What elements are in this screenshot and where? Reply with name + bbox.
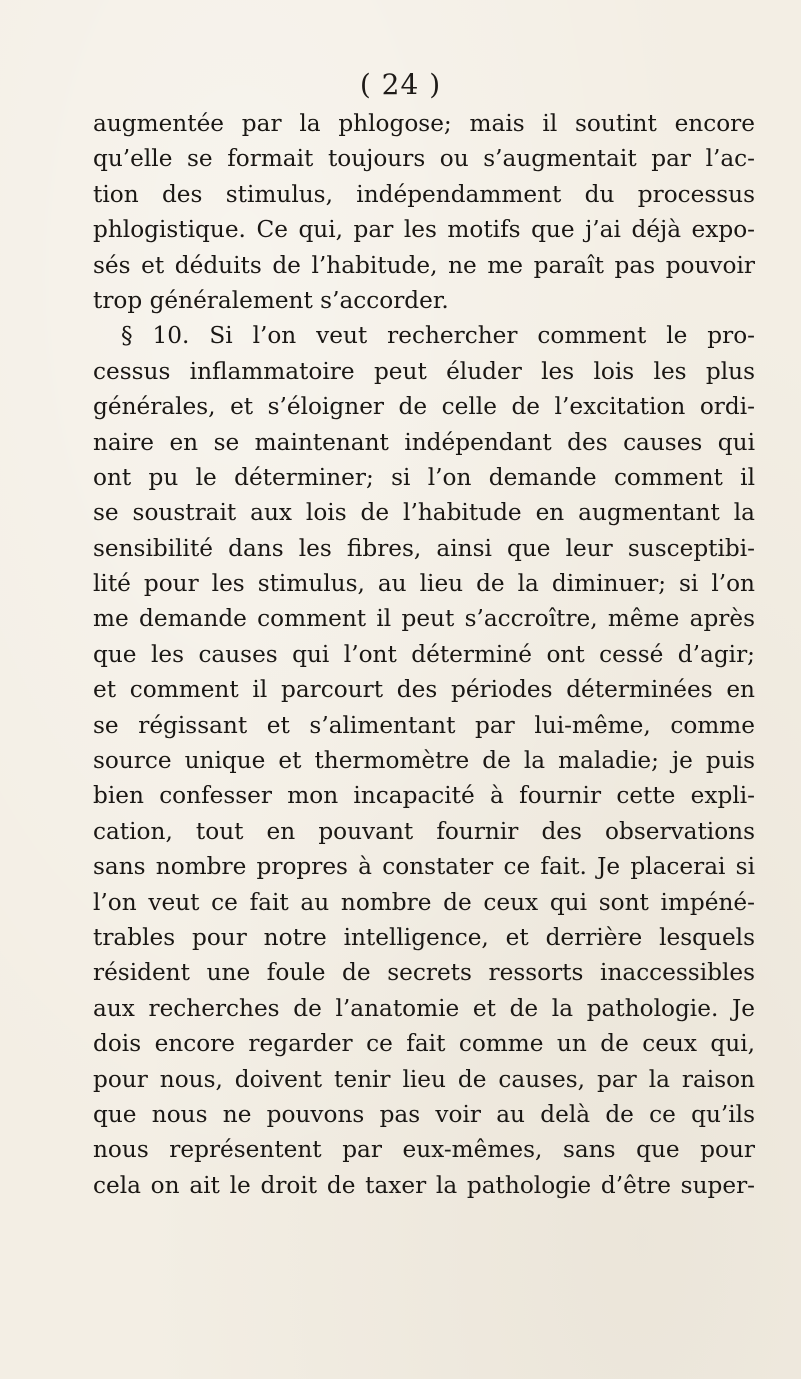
- text-line: qu’elle se formait toujours ou s’augmentait par l’ac-: [93, 145, 755, 173]
- text-line: se régissant et s’alimentant par lui-même, comme: [93, 711, 755, 739]
- text-line: que nous ne pouvons pas voir au delà de ce qu’ils: [93, 1100, 755, 1128]
- text-line: cela on ait le droit de taxer la pathologie d’être super-: [93, 1171, 755, 1199]
- text-line: dois encore regarder ce fait comme un de ceux qui,: [93, 1030, 755, 1058]
- text-line: cation, tout en pouvant fournir des observations: [93, 817, 755, 845]
- text-line: trop généralement s’accorder.: [93, 286, 449, 314]
- text-line: me demande comment il peut s’accroître, même après: [93, 605, 755, 633]
- text-line: augmentée par la phlogose; mais il soutint encore: [93, 110, 755, 137]
- text-line: se soustrait aux lois de l’habitude en augmentant la: [93, 499, 755, 527]
- text-line: pour nous, doivent tenir lieu de causes, par la raison: [93, 1065, 755, 1093]
- text-line: lité pour les stimulus, au lieu de la diminuer; si l’on: [93, 570, 755, 598]
- text-line: source unique et thermomètre de la maladie; je puis: [93, 747, 755, 775]
- body-text: [93, 106, 755, 1203]
- text-line: § 10. Si l’on veut rechercher comment le pro-: [121, 322, 755, 350]
- text-line: sés et déduits de l’habitude, ne me paraît pas pouvoir: [93, 251, 755, 279]
- text-line: ont pu le déterminer; si l’on demande comment il: [93, 463, 755, 491]
- text-line: et comment il parcourt des périodes déterminées en: [93, 676, 755, 704]
- text-line: naire en se maintenant indépendant des causes qui: [93, 428, 755, 456]
- text-line: tion des stimulus, indépendamment du processus: [93, 180, 755, 208]
- text-line: sensibilité dans les fibres, ainsi que leur susceptibi-: [93, 534, 755, 562]
- text-line: que les causes qui l’ont déterminé ont cessé d’agir;: [93, 640, 755, 668]
- text-line: l’on veut ce fait au nombre de ceux qui sont impéné-: [93, 888, 755, 916]
- text-line: aux recherches de l’anatomie et de la pathologie. Je: [93, 994, 755, 1022]
- text-line: générales, et s’éloigner de celle de l’excitation ordi-: [93, 393, 755, 421]
- text-line: phlogistique. Ce qui, par les motifs que j’ai déjà expo-: [93, 216, 755, 244]
- text-line: cessus inflammatoire peut éluder les lois les plus: [93, 357, 755, 385]
- text-line: bien confesser mon incapacité à fournir cette expli-: [93, 782, 755, 810]
- text-line: trables pour notre intelligence, et derrière lesquels: [93, 923, 755, 951]
- text-line: résident une foule de secrets ressorts inaccessibles: [93, 959, 755, 987]
- text-line: nous représentent par eux-mêmes, sans que pour: [93, 1136, 755, 1164]
- text-line: sans nombre propres à constater ce fait. Je placerai si: [93, 853, 755, 881]
- page-number: ( 24 ): [359, 68, 442, 101]
